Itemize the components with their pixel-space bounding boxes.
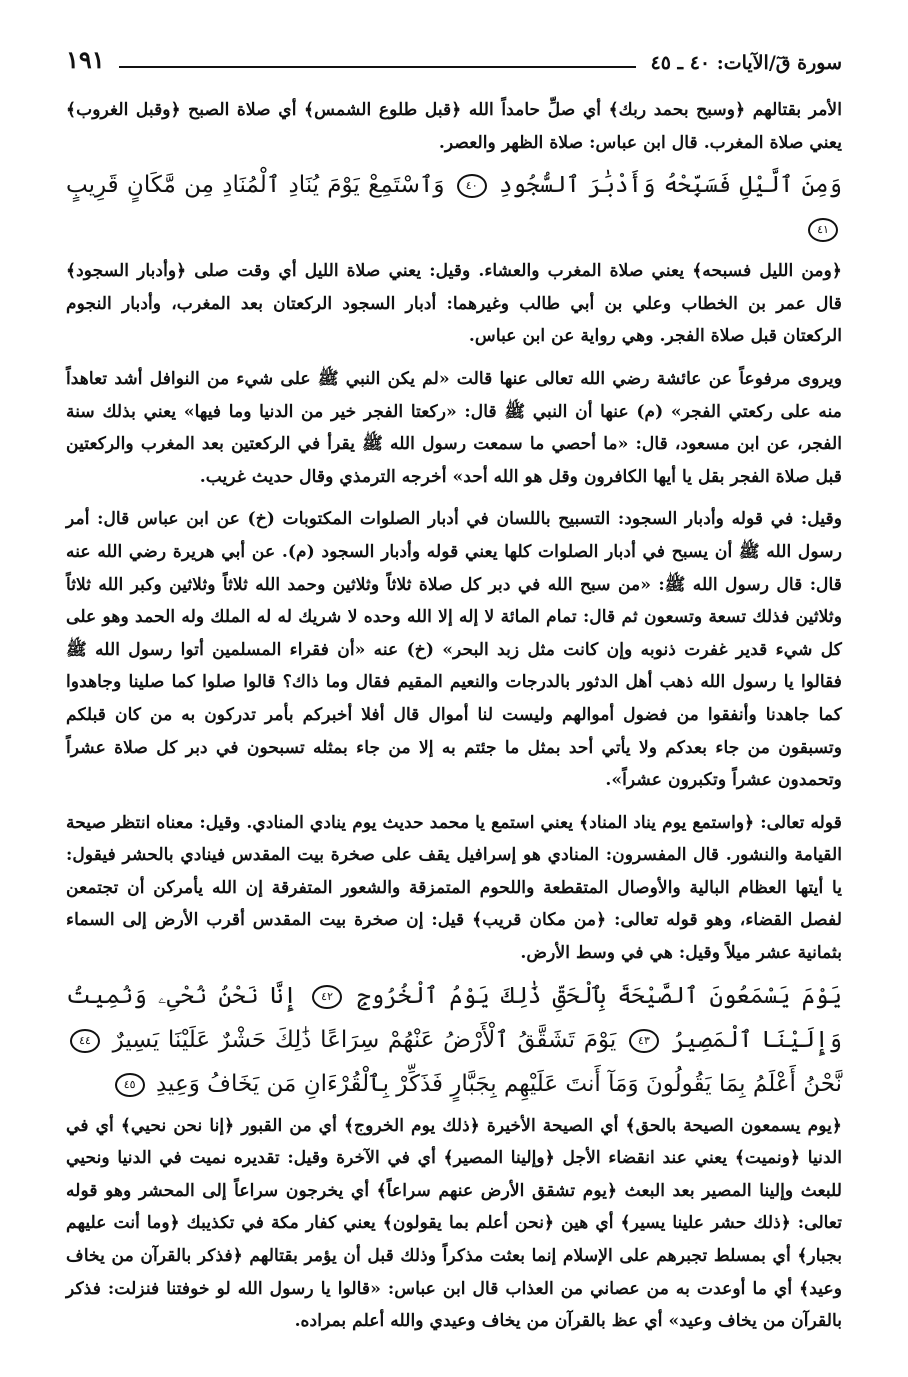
verse-number-marker: ٤٣	[629, 1029, 659, 1053]
verse-number-marker: ٤٢	[312, 985, 342, 1009]
commentary-paragraph: ﴿ومن الليل فسبحه﴾ يعني صلاة المغرب والعشاء. وقيل: يعني صلاة الليل أي وقت صلى ﴿وأدبار السجود﴾ قال عمر بن الخطاب وعلي بن أبي طالب وغيرهما: أدبار السجود الركعتان بعد المغرب، وأدبار النجوم الركعتان قبل صلاة الفجر. وهي رواية عن ابن عباس.	[66, 261, 842, 347]
verse-number-marker: ٤١	[808, 218, 838, 242]
header-rule	[119, 66, 637, 68]
page-number: ١٩١	[66, 45, 105, 74]
verse-number-marker: ٤٠	[457, 174, 487, 198]
verse-text: يَوْمَ تَشَقَّقُ ٱلْأَرْضُ عَنْهُمْ سِرَاعًا ذَٰلِكَ حَشْرٌ عَلَيْنَا يَسِيرٌ	[112, 1026, 617, 1053]
commentary-paragraph: ويروى مرفوعاً عن عائشة رضي الله تعالى عنها قالت «لم يكن النبي ﷺ على شيء من النوافل أشد تعاهداً منه على ركعتي الفجر» (م) عنها أن النبي ﷺ قال: «ركعتا الفجر خير من الدنيا وما فيها» يعني بذلك سنة الفجر، عن ابن مسعود، قال: «ما أحصي ما سمعت رسول الله ﷺ يقرأ في الركعتين بعد المغرب والركعتين قبل صلاة الفجر بقل يا أيها الكافرون وقل هو الله أحد» أخرجه الترمذي وقال حديث غريب.	[66, 368, 842, 487]
verse-text: وَٱسْتَمِعْ يَوْمَ يُنَادِ ٱلْمُنَادِ مِن مَّكَانٍ قَرِيبٍ	[66, 172, 445, 199]
verse-text: يَوْمَ يَسْمَعُونَ ٱلصَّيْحَةَ بِٱلْحَقِّ ذَٰلِكَ يَوْمُ ٱلْخُرُوجِ	[357, 982, 843, 1009]
page-header	[66, 38, 842, 74]
verse-text: نَّحْنُ أَعْلَمُ بِمَا يَقُولُونَ وَمَآ أَنتَ عَلَيْهِم بِجَبَّارٍ فَذَكِّرْ بِٱلْقُرْءَانِ مَن يَخَافُ وَعِيدِ	[155, 1070, 842, 1097]
verse-number-marker: ٤٤	[70, 1029, 100, 1053]
commentary-paragraph: قوله تعالى: ﴿واستمع يوم يناد المناد﴾ يعني استمع يا محمد حديث يوم ينادي المنادي. وقيل: معناه انتظر صيحة القيامة والنشور. قال المفسرون: المنادي هو إسرافيل يقف على صخرة بيت المقدس فينادي بالحشر فيقول: يا أيتها العظام البالية والأوصال المتقطعة واللحوم المتمزقة والشعور المتفرقة إن الله يأمركن أن تجتمعن لفصل القضاء، وهو قوله تعالى: ﴿من مكان قريب﴾ قيل: إن صخرة بيت المقدس أقرب الأرض إلى السماء بثمانية عشر ميلاً وقيل: هي في وسط الأرض.	[66, 812, 842, 964]
commentary-paragraph: ﴿يوم يسمعون الصيحة بالحق﴾ أي الصيحة الأخيرة ﴿ذلك يوم الخروج﴾ أي من القبور ﴿إنا نحن نحيي﴾ أي في الدنيا ﴿ونميت﴾ يعني عند انقضاء الأجل ﴿وإلينا المصير﴾ أي في الآخرة وقيل: تقديره نميت في الدنيا ونحيي للبعث وإلينا المصير بعد البعث ﴿يوم تشقق الأرض عنهم سراعاً﴾ أي يخرجون سراعاً إلى المحشر وهو قوله تعالى: ﴿ذلك حشر علينا يسير﴾ أي هين ﴿نحن أعلم بما يقولون﴾ يعني كفار مكة في تكذيبك ﴿وما أنت عليهم بجبار﴾ أي بمسلط تجبرهم على الإسلام إنما بعثت مذكراً وذلك قبل أن يؤمر بقتالهم ﴿فذكر بالقرآن من يخاف وعيد﴾ أي ما أوعدت به من عصاني من العذاب قال ابن عباس: «قالوا يا رسول الله لو خوفتنا فنزلت: فذكر بالقرآن من يخاف وعيد» أي عظ بالقرآن من يخاف وعيدي والله أعلم بمراده.	[66, 1115, 842, 1332]
verse-text: إِنَّا نَحْنُ نُحْىِۦ وَنُمِيتُ وَإِلَيْنَا ٱلْمَصِيرُ	[66, 982, 843, 1053]
commentary-paragraph: وقيل: في قوله وأدبار السجود: التسبيح باللسان في أدبار الصلوات المكتوبات (خ) عن ابن عباس قال: أمر رسول الله ﷺ أن يسبح في أدبار الصلوات كلها يعني قوله وأدبار السجود (م). عن أبي هريرة رضي الله عنه قال: قال رسول الله ﷺ: «من سبح الله في دبر كل صلاة ثلاثاً وثلاثين وحمد الله ثلاثاً وثلاثين وكبر الله ثلاثاً وثلاثين فذلك تسعة وتسعون ثم قال: تمام المائة لا إله إلا الله وحده لا شريك له له الملك وله الحمد وهو على كل شيء قدير غفرت ذنوبه وإن كانت مثل زبد البحر» (خ) عنه «أن فقراء المسلمين أتوا رسول الله ﷺ فقالوا يا رسول الله ذهب أهل الدثور بالدرجات والنعيم المقيم فقال وما ذاك؟ قالوا صلوا كما صلينا وجاهدوا كما جاهدنا وأنفقوا من فضول أموالهم وليست لنا أموال قال أفلا أخبركم بأمر تدركون به من كان قبلكم وتسبقون من جاء بعدكم ولا يأتي أحد بمثل ما جئتم به إلا من جاء بمثله تسبحون في دبر كل صلاة عشراً وتحمدون عشراً وتكبرون عشراً».	[66, 509, 842, 791]
quran-verse-block	[66, 163, 842, 251]
running-title: سورة قٓ/الآيات: ٤٠ ـ ٤٥	[650, 52, 842, 74]
verse-number-marker: ٤٥	[115, 1073, 145, 1097]
quran-verse-block	[66, 974, 842, 1106]
commentary-paragraph: الأمر بقتالهم ﴿وسبح بحمد ربك﴾ أي صلِّ حامداً الله ﴿قبل طلوع الشمس﴾ أي صلاة الصبح ﴿وقبل الغروب﴾ يعني صلاة المغرب. قال ابن عباس: صلاة الظهر والعصر.	[66, 100, 842, 153]
verse-text: وَمِنَ ٱلَّيْلِ فَسَبِّحْهُ وَأَدْبَٰرَ ٱلسُّجُودِ	[498, 172, 842, 199]
